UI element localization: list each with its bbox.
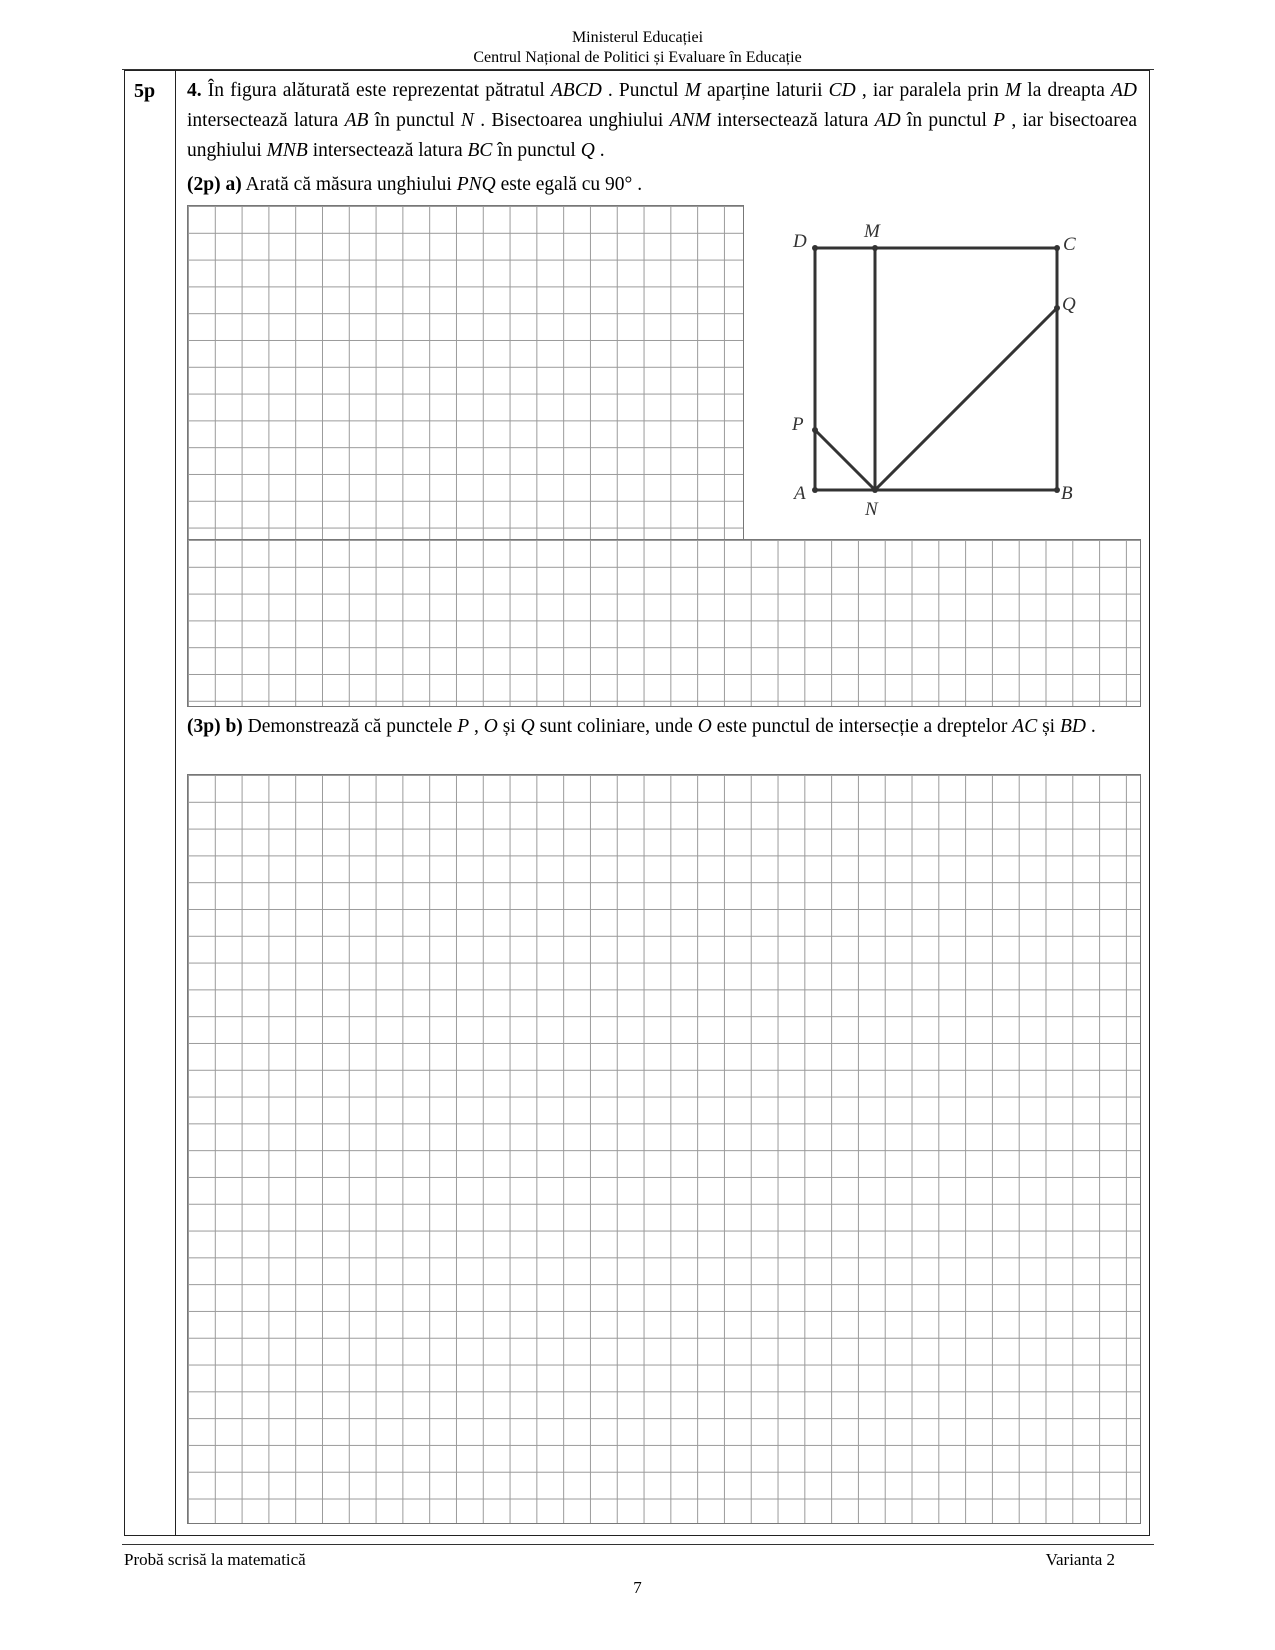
footer-rule <box>122 1544 1154 1545</box>
math-symbol: AC <box>1012 716 1038 737</box>
answer-grid-a-lower[interactable] <box>187 539 1141 707</box>
part-b-text: Demonstrează că punctele P , O și Q sunt coliniare, unde O este punctul de intersecție a dreptelor AC și BD . <box>242 716 1096 737</box>
page-number: 7 <box>633 1578 642 1597</box>
point-m <box>872 245 878 251</box>
part-a-label: (2p) a) <box>187 174 242 195</box>
math-symbol: M <box>684 80 701 101</box>
points-column-divider <box>175 70 176 1536</box>
problem-number: 4. <box>187 80 202 101</box>
math-symbol: O <box>483 716 498 737</box>
label-n: N <box>865 499 878 515</box>
label-p: P <box>792 414 804 435</box>
math-symbol: ANM <box>669 110 711 131</box>
header-ministry: Ministerul Educației <box>571 29 704 46</box>
label-m: M <box>864 221 880 242</box>
math-symbol: O <box>697 716 712 737</box>
math-symbol: AB <box>344 110 369 131</box>
label-q: Q <box>1062 294 1076 315</box>
segment-nq <box>875 308 1057 490</box>
footer-exam-title: Probă scrisă la matematică <box>124 1550 306 1569</box>
math-symbol: ABCD <box>550 80 602 101</box>
problem-statement <box>187 76 1137 166</box>
square-figure <box>770 215 1100 515</box>
label-b: B <box>1061 483 1073 504</box>
label-c: C <box>1063 234 1076 255</box>
point-d <box>812 245 818 251</box>
point-p <box>812 427 818 433</box>
math-symbol: MNB <box>266 140 308 161</box>
point-n <box>872 487 878 493</box>
answer-grid-a-upper[interactable] <box>187 205 744 540</box>
math-symbol: P <box>457 716 470 737</box>
label-a: A <box>794 483 806 504</box>
math-symbol: BC <box>467 140 493 161</box>
header-center: Centrul Național de Politici și Evaluare în Educație <box>473 49 802 66</box>
footer-variant: Varianta 2 <box>1045 1550 1115 1569</box>
point-a <box>812 487 818 493</box>
math-symbol: BD <box>1059 716 1086 737</box>
point-c <box>1054 245 1060 251</box>
label-d: D <box>793 231 807 252</box>
math-symbol: N <box>460 110 474 131</box>
point-q <box>1054 305 1060 311</box>
math-symbol: Q <box>520 716 535 737</box>
part-b <box>187 712 1137 742</box>
points-score: 5p <box>134 80 156 102</box>
math-symbol: P <box>993 110 1006 131</box>
answer-grid-b[interactable] <box>187 774 1141 1524</box>
part-a <box>187 170 1137 200</box>
segment-pn <box>815 430 875 490</box>
math-symbol: M <box>1004 80 1022 101</box>
math-symbol: AD <box>1110 80 1137 101</box>
math-symbol: Q <box>580 140 595 161</box>
problem-statement-text: În figura alăturată este reprezentat pătratul ABCD . Punctul M aparține laturii CD , iar paralela prin M la dreapta AD intersectează latura AB în punctul N . Bisectoarea unghiului ANM intersectează latura AD în punctul P , iar bisectoarea unghiului MNB intersectează latura BC în punctul Q . <box>187 80 1138 161</box>
part-b-label: (3p) b) <box>187 716 243 737</box>
part-a-text: Arată că măsura unghiului PNQ este egală cu 90° . <box>241 174 643 195</box>
math-symbol: CD <box>828 80 856 101</box>
math-symbol: PNQ <box>456 174 496 195</box>
math-symbol: AD <box>874 110 901 131</box>
point-b <box>1054 487 1060 493</box>
